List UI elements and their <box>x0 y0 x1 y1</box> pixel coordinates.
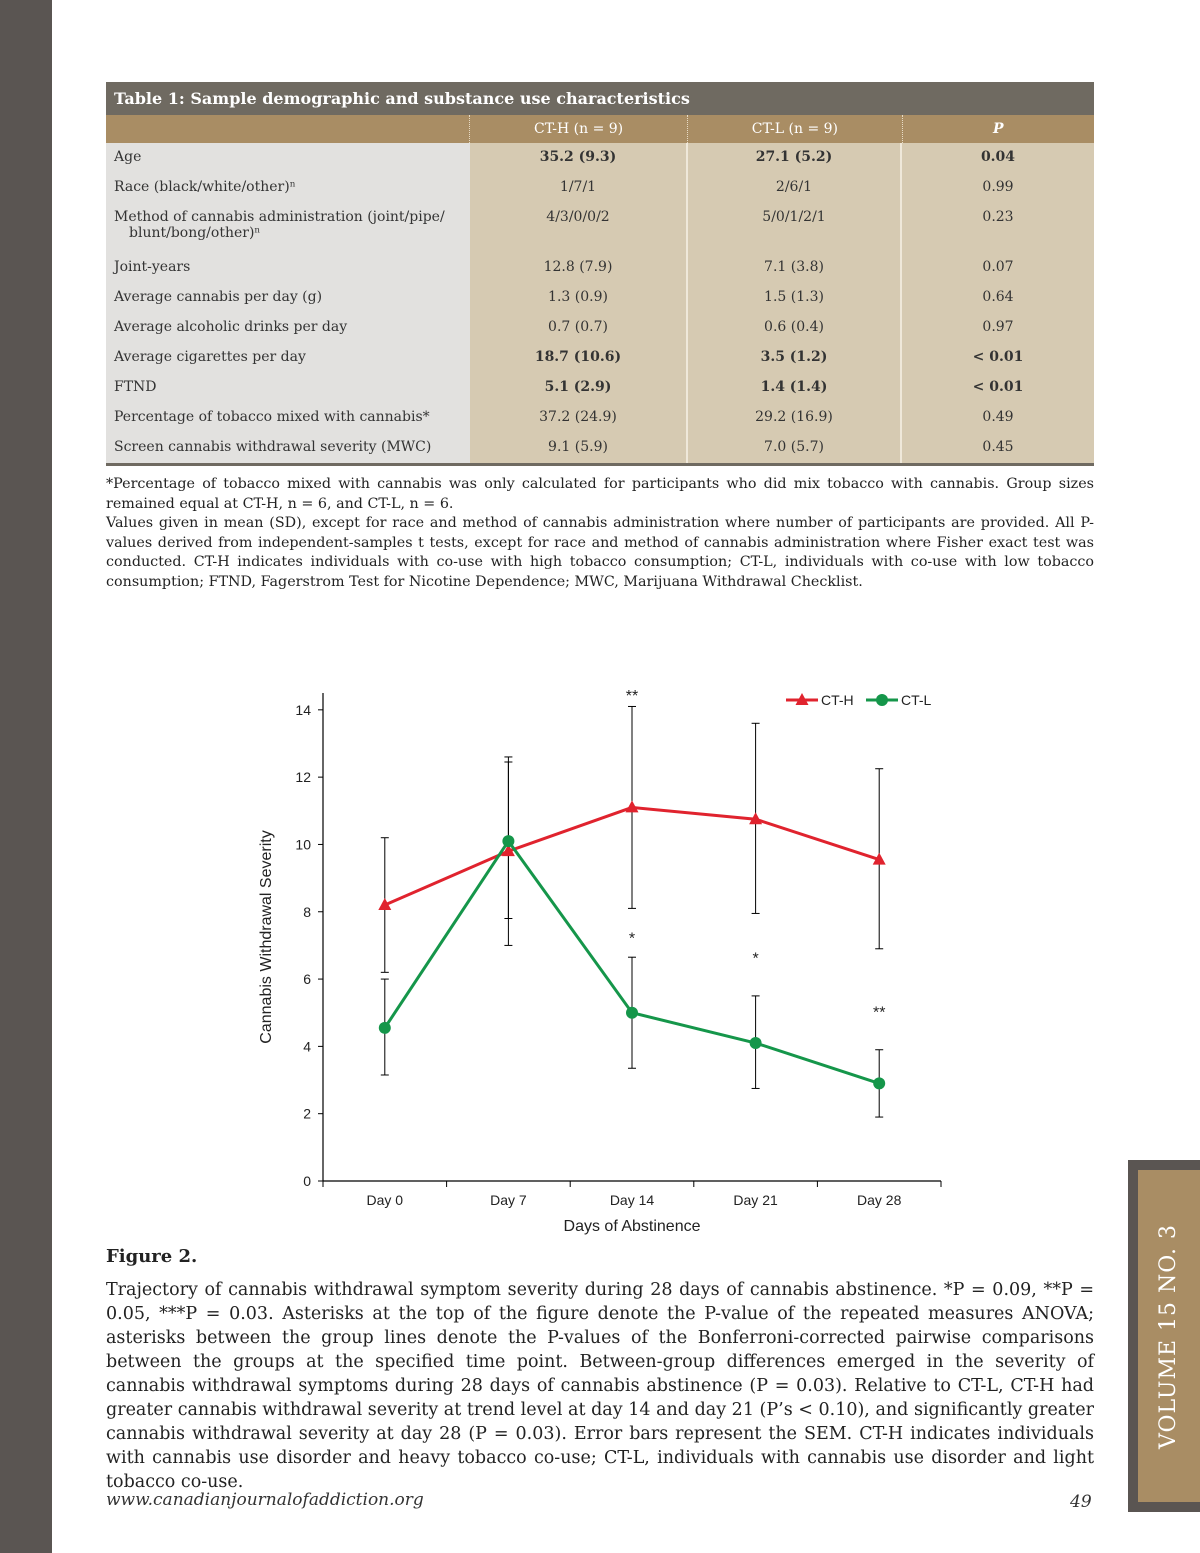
row-label-text: Method of cannabis administration (joint/pipe/ <box>114 209 445 225</box>
cth-value: 1/7/1 <box>470 173 688 203</box>
footer-url[interactable]: www.canadianjournalofaddiction.org <box>106 1490 424 1510</box>
ctl-value: 3.5 (1.2) <box>688 343 902 373</box>
p-value: 0.07 <box>902 253 1094 283</box>
p-value: 0.99 <box>902 173 1094 203</box>
table-row <box>106 253 1094 283</box>
significance-marker: ** <box>872 1004 886 1022</box>
data-point-ct-l <box>502 835 514 847</box>
table-body <box>106 143 1094 463</box>
table-row <box>106 433 1094 463</box>
significance-marker: * <box>752 950 759 968</box>
cth-value: 5.1 (2.9) <box>470 373 688 403</box>
table-title: Table 1: Sample demographic and substance use characteristics <box>106 82 1094 115</box>
row-label-text: Joint-years <box>114 259 191 275</box>
table-row <box>106 283 1094 313</box>
legend-marker-ctl <box>876 694 888 706</box>
y-tick-label: 6 <box>303 971 311 988</box>
row-label <box>106 433 470 463</box>
row-label <box>106 253 470 283</box>
y-tick-label: 4 <box>303 1038 311 1055</box>
cth-value: 1.3 (0.9) <box>470 283 688 313</box>
row-label-text: Screen cannabis withdrawal severity (MWC) <box>114 439 432 455</box>
cth-value: 18.7 (10.6) <box>470 343 688 373</box>
row-label-text: Race (black/white/other)ⁿ <box>114 179 296 195</box>
data-point-ct-l <box>873 1077 885 1089</box>
row-label <box>106 343 470 373</box>
ctl-value: 27.1 (5.2) <box>688 143 902 173</box>
ctl-value: 1.4 (1.4) <box>688 373 902 403</box>
table-abbreviations-note: Values given in mean (SD), except for race and method of cannabis administration where number of participants are provided. All P-values derived from independent-samples t tests, except for race and method of cannabis administration where Fisher exact test was conducted. CT-H indicates individuals with co-use with high tobacco consumption; CT-L, individuals with co-use with low tobacco consumption; FTND, Fagerstrom Test for Nicotine Dependence; MWC, Marijuana Withdrawal Checklist. <box>106 515 1094 590</box>
table-header-cth: CT-H (n = 9) <box>469 115 687 143</box>
p-value: 0.04 <box>902 143 1094 173</box>
table-header-blank <box>106 115 469 143</box>
row-label <box>106 173 470 203</box>
p-value: < 0.01 <box>902 373 1094 403</box>
ctl-value: 0.6 (0.4) <box>688 313 902 343</box>
demographics-table <box>106 82 1094 466</box>
table-footnote: *Percentage of tobacco mixed with cannabis was only calculated for participants who did mix tobacco with cannabis. Group sizes remained equal at CT-H, n = 6, and CT-L, n = 6. <box>106 476 1094 512</box>
row-label-text: Percentage of tobacco mixed with cannabis* <box>114 409 430 425</box>
row-label-text: Average alcoholic drinks per day <box>114 319 348 335</box>
p-value: 0.49 <box>902 403 1094 433</box>
figure-title: Figure 2. <box>106 1246 198 1267</box>
table-header-row <box>106 115 1094 143</box>
chart-svg <box>200 675 1000 1245</box>
row-label-text: Average cigarettes per day <box>114 349 306 365</box>
table-row <box>106 313 1094 343</box>
x-tick-label: Day 0 <box>366 1192 404 1208</box>
row-label <box>106 403 470 433</box>
row-label <box>106 373 470 403</box>
data-point-ct-l <box>750 1037 762 1049</box>
ctl-value: 29.2 (16.9) <box>688 403 902 433</box>
y-tick-label: 10 <box>295 836 311 853</box>
row-label <box>106 203 470 253</box>
y-tick-label: 14 <box>295 701 311 718</box>
legend-label-cth: CT-H <box>821 692 854 708</box>
cth-value: 12.8 (7.9) <box>470 253 688 283</box>
figure-caption: Trajectory of cannabis withdrawal symptom severity during 28 days of cannabis abstinence. *P = 0.09, **P = 0.05, ***P = 0.03. Asterisks at the top of the figure denote the P-value of the repeated measures ANOVA; asterisks between the group lines denote the P-values of the Bonferroni-corrected pairwise comparisons between the groups at the specified time point. Between-group differences emerged in the severity of cannabis withdrawal symptoms during 28 days of cannabis abstinence (P = 0.03). Relative to CT-L, CT-H had greater cannabis withdrawal severity at trend level at day 14 and day 21 (P’s < 0.10), and significantly greater cannabis withdrawal severity at day 28 (P = 0.03). Error bars represent the SEM. CT-H indicates individuals with cannabis use disorder and heavy tobacco co-use; CT-L, individuals with cannabis use disorder and light tobacco co-use. <box>106 1280 1094 1492</box>
p-value: < 0.01 <box>902 343 1094 373</box>
data-point-ct-l <box>626 1007 638 1019</box>
volume-label-wrap <box>1138 1170 1200 1502</box>
table-header-ctl: CT-L (n = 9) <box>687 115 901 143</box>
table-bottom-rule <box>106 463 1094 466</box>
row-label <box>106 283 470 313</box>
cth-value: 4/3/0/0/2 <box>470 203 688 253</box>
ctl-value: 1.5 (1.3) <box>688 283 902 313</box>
page-number: 49 <box>1070 1492 1092 1512</box>
x-tick-label: Day 14 <box>609 1192 655 1208</box>
ctl-value: 5/0/1/2/1 <box>688 203 902 253</box>
table-row <box>106 343 1094 373</box>
x-tick-label: Day 21 <box>733 1192 778 1208</box>
p-value: 0.45 <box>902 433 1094 463</box>
cth-value: 35.2 (9.3) <box>470 143 688 173</box>
row-label <box>106 143 470 173</box>
cth-value: 9.1 (5.9) <box>470 433 688 463</box>
row-label-text: Average cannabis per day (g) <box>114 289 323 305</box>
ctl-value: 2/6/1 <box>688 173 902 203</box>
table-row <box>106 403 1094 433</box>
table-header-p: P <box>902 115 1094 143</box>
x-tick-label: Day 28 <box>857 1192 902 1208</box>
legend-label-ctl: CT-L <box>901 692 932 708</box>
p-value: 0.23 <box>902 203 1094 253</box>
volume-label: VOLUME 15 NO. 3 <box>1156 1223 1182 1449</box>
x-axis-label: Days of Abstinence <box>563 1218 701 1235</box>
table-row <box>106 373 1094 403</box>
y-tick-label: 2 <box>303 1105 311 1122</box>
row-label <box>106 313 470 343</box>
table-row <box>106 203 1094 253</box>
row-label-text: Age <box>114 149 142 165</box>
p-value: 0.64 <box>902 283 1094 313</box>
cth-value: 37.2 (24.9) <box>470 403 688 433</box>
y-axis-label: Cannabis Withdrawal Severity <box>258 830 275 1044</box>
row-label-continuation: blunt/bong/other)ⁿ <box>129 225 261 241</box>
withdrawal-chart <box>200 675 1000 1245</box>
y-tick-label: 12 <box>295 769 311 786</box>
ctl-value: 7.1 (3.8) <box>688 253 902 283</box>
y-tick-label: 0 <box>303 1173 311 1189</box>
y-tick-label: 8 <box>303 903 311 920</box>
p-value: 0.97 <box>902 313 1094 343</box>
significance-marker: ** <box>625 688 639 705</box>
table-row <box>106 173 1094 203</box>
significance-marker: * <box>628 930 636 948</box>
cth-value: 0.7 (0.7) <box>470 313 688 343</box>
ctl-value: 7.0 (5.7) <box>688 433 902 463</box>
table-row <box>106 143 1094 173</box>
row-label-text: FTND <box>114 379 157 395</box>
x-tick-label: Day 7 <box>490 1192 527 1208</box>
data-point-ct-l <box>379 1022 391 1034</box>
